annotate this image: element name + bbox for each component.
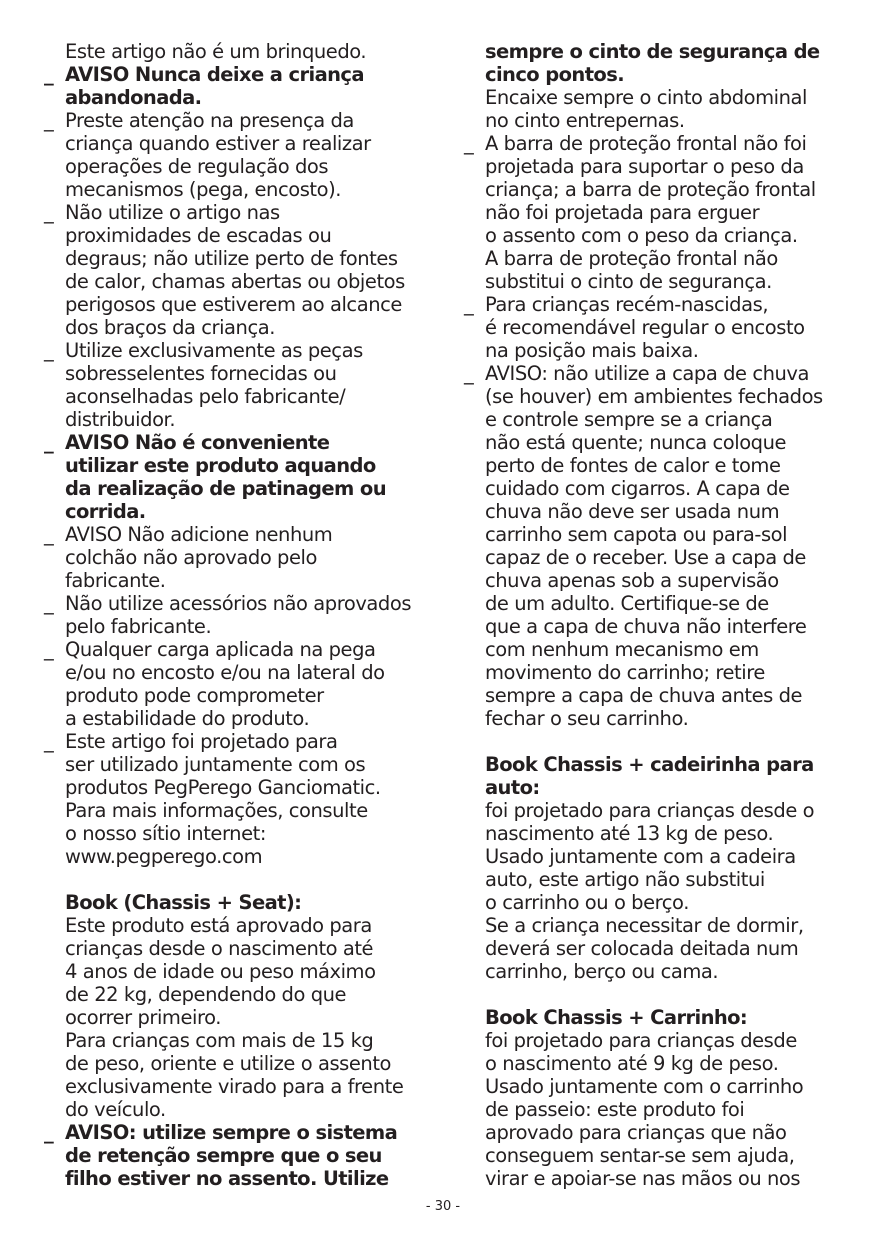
- text-line: [44, 1006, 439, 1029]
- line-text: de peso, oriente e utilize o assento: [65, 1052, 392, 1075]
- line-text: Para mais informações, consulte: [65, 799, 368, 822]
- text-line: [464, 546, 864, 569]
- line-text: perigosos que estiverem ao alcance: [65, 293, 402, 316]
- list-dash-marker: _: [44, 431, 54, 454]
- text-line: [464, 592, 864, 615]
- line-text: sempre a capa de chuva antes de: [485, 684, 803, 707]
- line-text: carrinho sem capota ou para-sol: [485, 523, 788, 546]
- text-line: [44, 914, 439, 937]
- line-text: a estabilidade do produto.: [65, 707, 310, 730]
- bold-text-line: [464, 753, 864, 776]
- line-text: AVISO: utilize sempre o sistema: [65, 1121, 398, 1144]
- text-line: [464, 891, 864, 914]
- text-line: [464, 1052, 864, 1075]
- paragraph-gap: [44, 868, 439, 891]
- bold-text-line: [464, 63, 864, 86]
- text-line: [44, 408, 439, 431]
- bold-text-line: [464, 40, 864, 63]
- line-text: chuva não deve ser usada num: [485, 500, 780, 523]
- line-text: na posição mais baixa.: [485, 339, 699, 362]
- line-text: com nenhum mecanismo em: [485, 638, 759, 661]
- text-line: [44, 1098, 439, 1121]
- line-text: AVISO Não adicione nenhum: [65, 523, 333, 546]
- text-line: [464, 339, 864, 362]
- line-text: Book Chassis + Carrinho:: [485, 1006, 748, 1029]
- line-text: AVISO Nunca deixe a criança: [65, 63, 364, 86]
- line-text: operações de regulação dos: [65, 155, 329, 178]
- text-line: [44, 684, 439, 707]
- line-text: aprovado para crianças que não: [485, 1121, 787, 1144]
- line-text: de 22 kg, dependendo do que: [65, 983, 347, 1006]
- line-text: no cinto entrepernas.: [485, 109, 685, 132]
- list-dash-marker: _: [464, 132, 474, 155]
- line-text: Encaixe sempre o cinto abdominal: [485, 86, 807, 109]
- line-text: ser utilizado juntamente com os: [65, 753, 366, 776]
- paragraph-gap: [464, 983, 864, 1006]
- text-line: [464, 132, 864, 155]
- bold-text-line: [44, 1144, 439, 1167]
- line-text: 4 anos de idade ou peso máximo: [65, 960, 376, 983]
- line-text: e/ou no encosto e/ou na lateral do: [65, 661, 385, 684]
- text-line: [464, 615, 864, 638]
- text-line: [44, 270, 439, 293]
- text-line: [464, 1144, 864, 1167]
- line-text: Qualquer carga aplicada na pega: [65, 638, 376, 661]
- text-line: [44, 937, 439, 960]
- line-text: aconselhadas pelo fabricante/: [65, 385, 346, 408]
- line-text: o nosso sítio internet:: [65, 822, 266, 845]
- text-line: [464, 178, 864, 201]
- text-line: [464, 1167, 864, 1190]
- line-text: da realização de patinagem ou: [65, 477, 386, 500]
- text-line: [44, 753, 439, 776]
- line-text: de passeio: este produto foi: [485, 1098, 745, 1121]
- text-line: [44, 339, 439, 362]
- text-line: [464, 1075, 864, 1098]
- text-line: [44, 523, 439, 546]
- text-line: [44, 776, 439, 799]
- text-line: [44, 1075, 439, 1098]
- line-text: mecanismos (pega, encosto).: [65, 178, 341, 201]
- text-line: [464, 523, 864, 546]
- text-line: [464, 454, 864, 477]
- line-text: Usado juntamente com o carrinho: [485, 1075, 804, 1098]
- text-line: [464, 316, 864, 339]
- text-line: [464, 569, 864, 592]
- text-line: [44, 385, 439, 408]
- text-line: [464, 293, 864, 316]
- line-text: proximidades de escadas ou: [65, 224, 332, 247]
- line-text: Não utilize o artigo nas: [65, 201, 280, 224]
- text-line: [44, 592, 439, 615]
- list-dash-marker: _: [44, 592, 54, 615]
- line-text: de retenção sempre que o seu: [65, 1144, 382, 1167]
- line-text: criança; a barra de proteção frontal: [485, 178, 816, 201]
- text-line: [464, 224, 864, 247]
- bold-text-line: [464, 776, 864, 799]
- bold-text-line: [464, 1006, 864, 1029]
- line-text: carrinho, berço ou cama.: [485, 960, 719, 983]
- line-text: produto pode comprometer: [65, 684, 324, 707]
- text-line: [44, 960, 439, 983]
- text-line: [44, 1052, 439, 1075]
- text-line: [44, 109, 439, 132]
- line-text: o nascimento até 9 kg de peso.: [485, 1052, 779, 1075]
- line-text: Este produto está aprovado para: [65, 914, 372, 937]
- line-text: A barra de proteção frontal não foi: [485, 132, 807, 155]
- line-text: deverá ser colocada deitada num: [485, 937, 799, 960]
- text-line: [464, 868, 864, 891]
- line-text: movimento do carrinho; retire: [485, 661, 765, 684]
- line-text: utilizar este produto aquando: [65, 454, 376, 477]
- text-line: [44, 316, 439, 339]
- line-text: Este artigo foi projetado para: [65, 730, 338, 753]
- bold-text-line: [44, 477, 439, 500]
- text-line: [44, 569, 439, 592]
- text-line: [464, 431, 864, 454]
- line-text: Para crianças recém-nascidas,: [485, 293, 769, 316]
- line-text: distribuidor.: [65, 408, 176, 431]
- list-dash-marker: _: [44, 109, 54, 132]
- line-text: Utilize exclusivamente as peças: [65, 339, 363, 362]
- left-column: [44, 40, 439, 1190]
- line-text: não foi projetada para erguer: [485, 201, 760, 224]
- text-line: [44, 983, 439, 1006]
- list-dash-marker: _: [44, 1121, 54, 1144]
- line-text: abandonada.: [65, 86, 202, 109]
- list-dash-marker: _: [464, 362, 474, 385]
- text-line: [464, 937, 864, 960]
- text-line: [464, 661, 864, 684]
- list-dash-marker: _: [44, 730, 54, 753]
- line-text: corrida.: [65, 500, 146, 523]
- line-text: auto, este artigo não substitui: [485, 868, 765, 891]
- line-text: não está quente; nunca coloque: [485, 431, 787, 454]
- bold-text-line: [44, 454, 439, 477]
- text-line: [464, 845, 864, 868]
- text-line: [44, 178, 439, 201]
- text-line: [464, 477, 864, 500]
- line-text: Book Chassis + cadeirinha para: [485, 753, 814, 776]
- line-text: sobresselentes fornecidas ou: [65, 362, 337, 385]
- line-text: Este artigo não é um brinquedo.: [65, 40, 367, 63]
- text-line: [464, 822, 864, 845]
- text-line: [464, 155, 864, 178]
- text-line: [44, 362, 439, 385]
- text-line: [464, 500, 864, 523]
- text-line: [464, 201, 864, 224]
- list-dash-marker: _: [44, 201, 54, 224]
- text-line: [44, 845, 439, 868]
- text-line: [464, 914, 864, 937]
- text-line: [44, 247, 439, 270]
- line-text: virar e apoiar-se nas mãos ou nos: [485, 1167, 801, 1190]
- bold-text-line: [44, 1167, 439, 1190]
- bold-text-line: [44, 891, 439, 914]
- line-text: substitui o cinto de segurança.: [485, 270, 772, 293]
- text-line: [44, 730, 439, 753]
- page-number: - 30 -: [425, 1199, 461, 1214]
- text-line: [464, 638, 864, 661]
- line-text: o assento com o peso da criança.: [485, 224, 798, 247]
- text-line: [464, 385, 864, 408]
- list-dash-marker: _: [44, 339, 54, 362]
- paragraph-gap: [464, 730, 864, 753]
- text-line: [44, 822, 439, 845]
- text-line: [464, 362, 864, 385]
- text-line: [464, 109, 864, 132]
- line-text: crianças desde o nascimento até: [65, 937, 374, 960]
- line-text: degraus; não utilize perto de fontes: [65, 247, 398, 270]
- line-text: de um adulto. Certifique-se de: [485, 592, 769, 615]
- bold-text-line: [44, 86, 439, 109]
- line-text: Para crianças com mais de 15 kg: [65, 1029, 374, 1052]
- line-text: Book (Chassis + Seat):: [65, 891, 302, 914]
- bold-text-line: [44, 431, 439, 454]
- bold-text-line: [44, 500, 439, 523]
- line-text: Preste atenção na presença da: [65, 109, 354, 132]
- line-text: projetada para suportar o peso da: [485, 155, 804, 178]
- line-text: nascimento até 13 kg de peso.: [485, 822, 774, 845]
- text-line: [464, 707, 864, 730]
- line-text: AVISO Não é conveniente: [65, 431, 330, 454]
- line-text: é recomendável regular o encosto: [485, 316, 805, 339]
- line-text: criança quando estiver a realizar: [65, 132, 371, 155]
- text-line: [44, 201, 439, 224]
- line-text: exclusivamente virado para a frente: [65, 1075, 404, 1098]
- line-text: (se houver) em ambientes fechados: [485, 385, 823, 408]
- list-dash-marker: _: [44, 63, 54, 86]
- line-text: capaz de o receber. Use a capa de: [485, 546, 806, 569]
- line-text: pelo fabricante.: [65, 615, 212, 638]
- text-line: [464, 799, 864, 822]
- text-line: [44, 293, 439, 316]
- line-text: Não utilize acessórios não aprovados: [65, 592, 412, 615]
- line-text: cinco pontos.: [485, 63, 625, 86]
- line-text: dos braços da criança.: [65, 316, 275, 339]
- text-line: [464, 1029, 864, 1052]
- line-text: conseguem sentar-se sem ajuda,: [485, 1144, 795, 1167]
- bold-text-line: [44, 1121, 439, 1144]
- right-column: [464, 40, 864, 1190]
- text-line: [44, 155, 439, 178]
- line-text: A barra de proteção frontal não: [485, 247, 778, 270]
- text-line: [44, 661, 439, 684]
- text-line: [464, 270, 864, 293]
- line-text: foi projetado para crianças desde o: [485, 799, 815, 822]
- line-text: o carrinho ou o berço.: [485, 891, 689, 914]
- text-line: [464, 1121, 864, 1144]
- line-text: chuva apenas sob a supervisão: [485, 569, 779, 592]
- list-dash-marker: _: [44, 638, 54, 661]
- text-line: [44, 638, 439, 661]
- list-dash-marker: _: [464, 293, 474, 316]
- text-line: [44, 40, 439, 63]
- text-line: [464, 960, 864, 983]
- line-text: Se a criança necessitar de dormir,: [485, 914, 804, 937]
- text-line: [44, 1029, 439, 1052]
- line-text: perto de fontes de calor e tome: [485, 454, 781, 477]
- text-line: [44, 615, 439, 638]
- line-text: AVISO: não utilize a capa de chuva: [485, 362, 810, 385]
- line-text: fechar o seu carrinho.: [485, 707, 689, 730]
- line-text: sempre o cinto de segurança de: [485, 40, 820, 63]
- line-text: fabricante.: [65, 569, 166, 592]
- text-line: [464, 408, 864, 431]
- line-text: ocorrer primeiro.: [65, 1006, 222, 1029]
- bold-text-line: [44, 63, 439, 86]
- line-text: www.pegperego.com: [65, 845, 263, 868]
- line-text: de calor, chamas abertas ou objetos: [65, 270, 405, 293]
- line-text: Usado juntamente com a cadeira: [485, 845, 796, 868]
- text-line: [44, 132, 439, 155]
- line-text: que a capa de chuva não interfere: [485, 615, 807, 638]
- line-text: produtos PegPerego Ganciomatic.: [65, 776, 381, 799]
- text-line: [464, 247, 864, 270]
- text-line: [44, 224, 439, 247]
- text-line: [464, 86, 864, 109]
- text-line: [44, 546, 439, 569]
- line-text: filho estiver no assento. Utilize: [65, 1167, 389, 1190]
- text-line: [44, 707, 439, 730]
- line-text: colchão não aprovado pelo: [65, 546, 317, 569]
- line-text: e controle sempre se a criança: [485, 408, 773, 431]
- list-dash-marker: _: [44, 523, 54, 546]
- text-line: [44, 799, 439, 822]
- line-text: cuidado com cigarros. A capa de: [485, 477, 790, 500]
- text-line: [464, 684, 864, 707]
- line-text: foi projetado para crianças desde: [485, 1029, 797, 1052]
- line-text: do veículo.: [65, 1098, 166, 1121]
- text-line: [464, 1098, 864, 1121]
- line-text: auto:: [485, 776, 540, 799]
